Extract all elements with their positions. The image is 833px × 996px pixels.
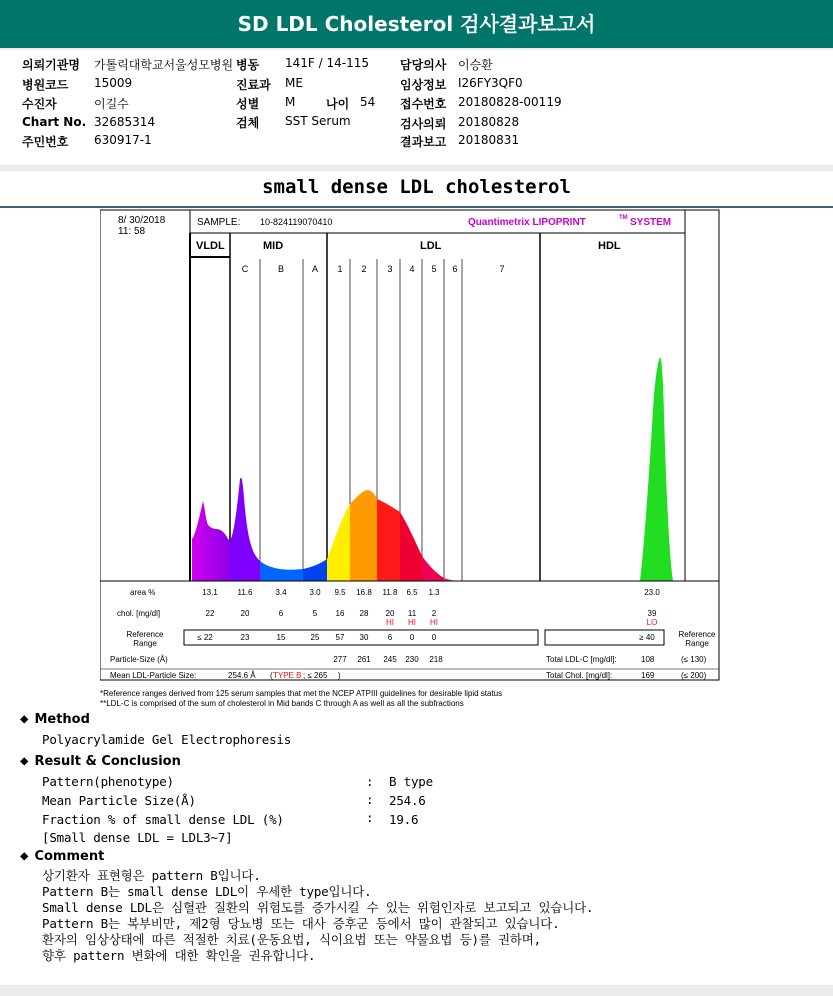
- particle-label: Particle-Size (Å): [110, 655, 168, 664]
- band-2: 2: [361, 264, 367, 274]
- flag-3: HI: [386, 618, 394, 627]
- report-date-label: 결과보고: [400, 135, 447, 149]
- area-1: 9.5: [334, 588, 346, 597]
- sex-label: 성별: [236, 97, 260, 111]
- ref-a: 25: [310, 633, 320, 642]
- chart-no: 32685314: [94, 115, 156, 129]
- mean-value: 254.6 Å: [228, 671, 256, 680]
- chol-3: 20: [385, 609, 395, 618]
- result-note: [Small dense LDL = LDL3~7]: [42, 830, 233, 845]
- ref-b: 15: [276, 633, 286, 642]
- chart-time: 11: 58: [118, 226, 146, 237]
- request: 20180828: [458, 115, 520, 129]
- mps-value: 254.6: [389, 793, 426, 808]
- comment-line: 환자의 임상상태에 따른 적절한 치료(운동요법, 식이요법 또는 약물요법 등)를 권하며,: [42, 932, 541, 947]
- diamond-icon: ◆: [20, 753, 29, 769]
- hospital-code-label: 병원코드: [22, 78, 69, 92]
- age-label: 나이: [326, 97, 350, 111]
- report-subtitle: small dense LDL cholesterol: [262, 176, 571, 198]
- specimen: SST Serum: [285, 114, 351, 128]
- note-1: *Reference ranges derived from 125 serum samples that met the NCEP ATPIII guidelines for desirable lipid status: [100, 689, 503, 698]
- clinical-label: 임상정보: [400, 78, 447, 92]
- sample-label: SAMPLE:: [197, 217, 241, 228]
- chol-label: chol. [mg/dl]: [117, 609, 161, 618]
- flag-5: HI: [430, 618, 438, 627]
- age: 54: [360, 95, 376, 109]
- doctor: 이승환: [458, 58, 493, 72]
- ref-label-right-1: Reference: [678, 630, 716, 639]
- institution-label: 의뢰기관명: [22, 58, 80, 72]
- ref-label-1: Reference: [126, 630, 164, 639]
- mean-label: Mean LDL-Particle Size:: [110, 671, 197, 680]
- diamond-icon: ◆: [20, 848, 29, 864]
- ward: 141F / 14-115: [285, 56, 369, 70]
- patient-label: 수진자: [22, 97, 57, 111]
- particle-3: 245: [383, 655, 397, 664]
- total-chol-label: Total Chol. [mg/dl]:: [546, 671, 613, 680]
- patient: 이길수: [94, 97, 129, 111]
- ref-3: 6: [387, 633, 393, 642]
- total-ldl: 108: [641, 655, 655, 664]
- band-b: B: [277, 264, 285, 274]
- footer-bar: [0, 986, 833, 996]
- total-chol: 169: [641, 671, 655, 680]
- area-2: 16.8: [356, 588, 372, 597]
- mean-type-ref: ; ≤ 265: [303, 671, 328, 680]
- area-3: 11.8: [382, 588, 398, 597]
- area-label: area %: [130, 588, 156, 597]
- doctor-label: 담당의사: [400, 58, 447, 72]
- dept: ME: [285, 76, 303, 90]
- pattern-colon: :: [366, 774, 374, 789]
- ref-vldl: ≤ 22: [197, 633, 213, 642]
- receipt: 20180828-00119: [458, 95, 562, 109]
- flag-hdl: LO: [646, 618, 658, 627]
- brand-system: SYSTEM: [630, 217, 672, 228]
- diamond-icon: ◆: [20, 711, 29, 727]
- chol-1: 16: [335, 609, 345, 618]
- band-5: 5: [431, 264, 437, 274]
- ref-label-2: Range: [133, 639, 157, 648]
- report-title-bar: [0, 0, 833, 48]
- hospital-code: 15009: [94, 76, 133, 90]
- report-title: SD LDL Cholesterol 검사결과보고서: [237, 12, 596, 36]
- ward-label: 병동: [236, 58, 260, 72]
- brand-name: Quantimetrix LIPOPRINT: [468, 217, 586, 228]
- lipoprint-chart: [100, 209, 720, 719]
- band-4: 4: [409, 264, 415, 274]
- comment-line: Small dense LDL은 심혈관 질환의 위험도를 증가시킬 수 있는 위험인자로 보고되고 있습니다.: [42, 900, 594, 915]
- brand-tm: TM: [619, 215, 628, 221]
- chol-5: 2: [431, 609, 437, 618]
- sex: M: [285, 95, 296, 109]
- group-vldl: VLDL: [196, 240, 225, 252]
- area-b: 3.4: [275, 588, 287, 597]
- method-heading: Method: [34, 712, 90, 727]
- mean-type-close: ): [338, 671, 341, 680]
- fraction-colon: :: [366, 810, 374, 825]
- mps-colon: :: [366, 792, 374, 807]
- institution: 가톨릭대학교서울성모병원: [94, 58, 234, 72]
- id-number: 630917-1: [94, 133, 152, 147]
- area-vldl: 13.1: [202, 588, 218, 597]
- group-mid: MID: [263, 240, 284, 252]
- total-ldl-label: Total LDL-C [mg/dl]:: [546, 655, 617, 664]
- comment-line: 상기환자 표현형은 pattern B입니다.: [42, 868, 261, 883]
- total-ldl-ref: (≤ 130): [681, 655, 707, 664]
- band-3: 3: [387, 264, 393, 274]
- area-c: 11.6: [237, 588, 253, 597]
- chol-4: 11: [407, 609, 417, 618]
- ref-5: 0: [431, 633, 437, 642]
- chart-date: 8/ 30/2018: [118, 215, 166, 226]
- ref-hdl: ≥ 40: [639, 633, 655, 642]
- band-7: 7: [499, 264, 505, 274]
- specimen-label: 검체: [236, 116, 260, 130]
- clinical: I26FY3QF0: [458, 76, 523, 90]
- mean-type-open: (: [270, 671, 273, 680]
- area-hdl: 23.0: [644, 588, 660, 597]
- receipt-label: 접수번호: [400, 97, 447, 111]
- ref-1-2: 57: [335, 633, 345, 642]
- flag-4: HI: [408, 618, 416, 627]
- band-6: 6: [452, 264, 458, 274]
- id-label: 주민번호: [22, 135, 69, 149]
- comment-heading-row: [20, 848, 104, 864]
- mps-label: Mean Particle Size(Å): [42, 793, 196, 808]
- result-heading-row: [20, 753, 181, 769]
- area-a: 3.0: [309, 588, 321, 597]
- group-hdl: HDL: [598, 240, 621, 252]
- note-2: **LDL-C is comprised of the sum of cholesterol in Mid bands C through A as well as all the subfractions: [100, 699, 464, 708]
- ref-label-right-2: Range: [685, 639, 709, 648]
- chart-notes: [100, 689, 502, 709]
- particle-1: 277: [333, 655, 347, 664]
- fraction-value: 19.6: [389, 812, 419, 827]
- total-chol-ref: (≤ 200): [681, 671, 707, 680]
- ref-2: 30: [359, 633, 369, 642]
- chol-hdl: 39: [647, 609, 657, 618]
- comment-heading: Comment: [34, 849, 105, 864]
- chol-a: 5: [312, 609, 318, 618]
- chart-no-label: Chart No.: [22, 115, 87, 129]
- comment-line: 향후 pattern 변화에 대한 확인을 권유합니다.: [42, 948, 316, 963]
- area-4: 6.5: [406, 588, 418, 597]
- band-a: A: [311, 264, 319, 274]
- chol-2: 28: [359, 609, 369, 618]
- comment-line: Pattern B는 small dense LDL이 우세한 type입니다.: [42, 884, 372, 899]
- method-text: Polyacrylamide Gel Electrophoresis: [42, 732, 292, 747]
- dept-label: 진료과: [236, 78, 271, 92]
- chol-b: 6: [278, 609, 284, 618]
- pattern-label: Pattern(phenotype): [42, 774, 174, 789]
- ref-c: 23: [240, 633, 250, 642]
- fraction-label: Fraction % of small dense LDL (%): [42, 812, 284, 827]
- particle-5: 218: [429, 655, 443, 664]
- result-heading: Result & Conclusion: [34, 754, 181, 769]
- band-c: C: [241, 264, 249, 274]
- mean-type: TYPE B: [273, 671, 302, 680]
- patient-info: [0, 50, 833, 165]
- particle-4: 230: [405, 655, 419, 664]
- pattern-value: B type: [389, 774, 433, 789]
- sample-id: 10-824119070410: [260, 217, 333, 227]
- report-date: 20180831: [458, 133, 520, 147]
- band-1: 1: [337, 264, 343, 274]
- report-body: [0, 171, 833, 985]
- particle-2: 261: [357, 655, 371, 664]
- request-label: 검사의뢰: [400, 117, 447, 131]
- method-heading-row: [20, 711, 90, 727]
- comment-line: Pattern B는 복부비만, 제2형 당뇨병 또는 대사 증후군 등에서 많이 관찰되고 있습니다.: [42, 916, 560, 931]
- chol-vldl: 22: [205, 609, 215, 618]
- divider: [0, 206, 833, 208]
- chol-c: 20: [240, 609, 250, 618]
- area-5: 1.3: [428, 588, 440, 597]
- ref-4: 0: [409, 633, 415, 642]
- group-ldl: LDL: [420, 240, 442, 252]
